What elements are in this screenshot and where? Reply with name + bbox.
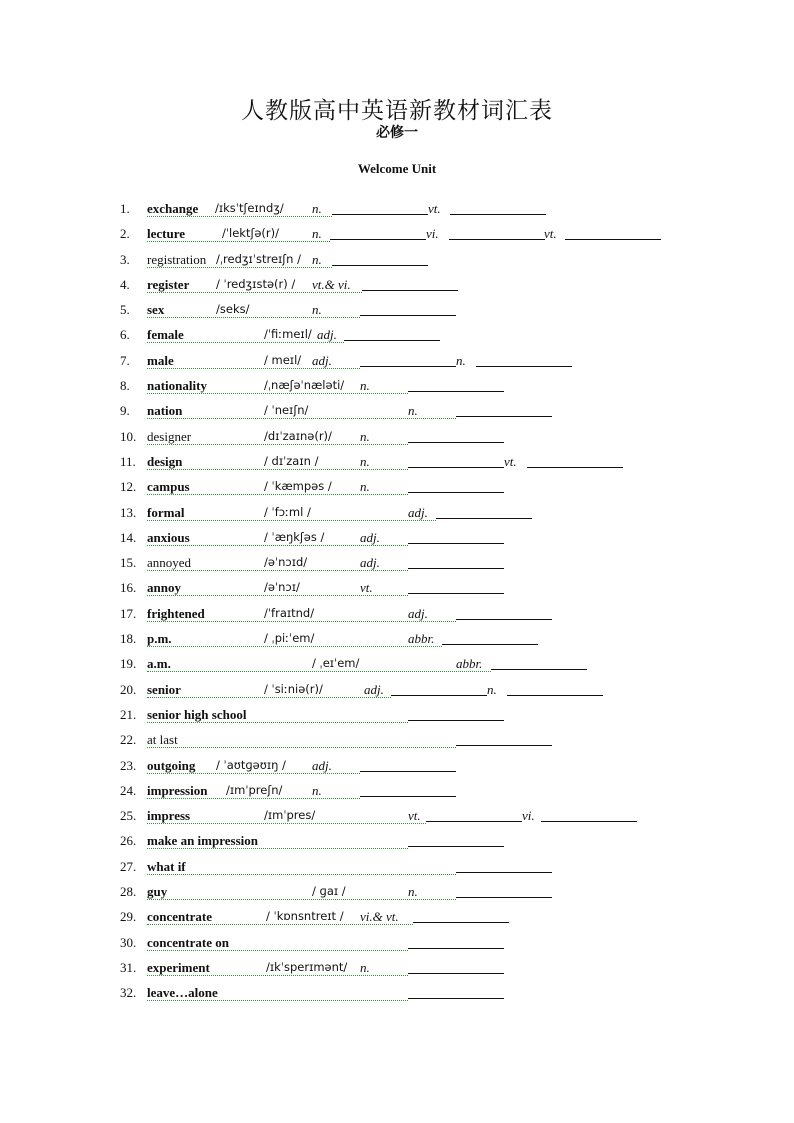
- part-of-speech: n.: [360, 453, 370, 469]
- vocab-word: female: [147, 327, 184, 343]
- answer-blank[interactable]: [408, 568, 504, 569]
- row-number: 9.: [120, 403, 130, 419]
- vocab-word: leave…alone: [147, 985, 218, 1001]
- part-of-speech: abbr.: [456, 656, 483, 672]
- answer-blank[interactable]: [491, 669, 587, 670]
- vocab-row: [0, 806, 794, 831]
- vocab-row: [0, 882, 794, 907]
- row-number: 11.: [120, 453, 136, 469]
- part-of-speech: adj.: [312, 352, 332, 368]
- vocab-row: [0, 654, 794, 679]
- answer-blank[interactable]: [344, 340, 440, 341]
- vocab-word: registration: [147, 251, 207, 267]
- part-of-speech: n.: [360, 428, 370, 444]
- part-of-speech: abbr.: [408, 631, 435, 647]
- row-number: 13.: [120, 504, 137, 520]
- phonetic-transcription: / ˈredʒɪstə(r) /: [216, 276, 296, 291]
- answer-blank[interactable]: [541, 821, 637, 822]
- vocab-row: [0, 250, 794, 275]
- answer-blank[interactable]: [360, 771, 456, 772]
- phonetic-transcription: /ˌredʒɪˈstreɪʃn /: [216, 251, 301, 266]
- answer-blank[interactable]: [565, 239, 661, 240]
- vocab-row: [0, 528, 794, 553]
- vocab-word: make an impression: [147, 833, 258, 849]
- row-number: 10.: [120, 428, 137, 444]
- phonetic-transcription: / ˈkɒnsntreɪt /: [266, 909, 344, 924]
- answer-blank[interactable]: [408, 593, 504, 594]
- row-number: 16.: [120, 580, 137, 596]
- row-number: 5.: [120, 302, 130, 318]
- vocab-row: [0, 756, 794, 781]
- vocab-row: [0, 477, 794, 502]
- vocab-word: sex: [147, 302, 165, 318]
- answer-blank[interactable]: [408, 973, 504, 974]
- row-number: 2.: [120, 226, 130, 242]
- dotted-guide-line: [147, 671, 491, 672]
- part-of-speech: adj.: [360, 555, 380, 571]
- phonetic-transcription: / ˈsiːniə(r)/: [264, 681, 323, 696]
- vocab-row: [0, 907, 794, 932]
- answer-blank[interactable]: [332, 265, 428, 266]
- answer-blank[interactable]: [507, 695, 603, 696]
- answer-blank[interactable]: [408, 467, 504, 468]
- part-of-speech: n.: [312, 251, 322, 267]
- row-number: 3.: [120, 251, 130, 267]
- vocab-word: anxious: [147, 529, 190, 545]
- vocab-word: nation: [147, 403, 183, 419]
- vocab-word: impression: [147, 782, 208, 798]
- answer-blank[interactable]: [426, 821, 522, 822]
- row-number: 28.: [120, 884, 137, 900]
- answer-blank[interactable]: [408, 391, 504, 392]
- row-number: 25.: [120, 808, 137, 824]
- page-subtitle: 必修一: [376, 125, 418, 141]
- vocab-word: male: [147, 352, 174, 368]
- phonetic-transcription: /ˈfiːmeɪl/: [264, 327, 312, 342]
- vocab-word: experiment: [147, 959, 210, 975]
- vocab-word: annoyed: [147, 555, 192, 571]
- vocab-row: [0, 857, 794, 882]
- row-number: 12.: [120, 479, 137, 495]
- answer-blank[interactable]: [456, 872, 552, 873]
- phonetic-transcription: /dɪˈzaɪnə(r)/: [264, 428, 332, 443]
- row-number: 31.: [120, 959, 137, 975]
- vocab-word: lecture: [147, 226, 186, 242]
- part-of-speech: vt.: [544, 226, 557, 242]
- part-of-speech: vt.: [408, 808, 421, 824]
- part-of-speech: vt.& vi.: [312, 276, 351, 292]
- vocab-word: design: [147, 453, 183, 469]
- part-of-speech: n.: [408, 884, 418, 900]
- vocab-row: [0, 629, 794, 654]
- part-of-speech: n.: [360, 378, 370, 394]
- phonetic-transcription: / meɪl/: [264, 352, 302, 367]
- row-number: 6.: [120, 327, 130, 343]
- answer-blank[interactable]: [456, 619, 552, 620]
- phonetic-transcription: / dɪˈzaɪn /: [264, 453, 319, 468]
- vocab-row: [0, 351, 794, 376]
- answer-blank[interactable]: [436, 518, 532, 519]
- answer-blank[interactable]: [527, 467, 623, 468]
- phonetic-transcription: /ɪmˈpres/: [264, 808, 316, 823]
- vocab-word: impress: [147, 808, 191, 824]
- vocab-row: [0, 958, 794, 983]
- dotted-guide-line: [147, 317, 360, 318]
- phonetic-transcription: /seks/: [216, 302, 250, 317]
- row-number: 22.: [120, 732, 137, 748]
- answer-blank[interactable]: [456, 897, 552, 898]
- vocab-word: what if: [147, 858, 186, 874]
- part-of-speech: n.: [360, 479, 370, 495]
- row-number: 7.: [120, 352, 130, 368]
- row-number: 1.: [120, 201, 130, 216]
- vocab-row: [0, 604, 794, 629]
- phonetic-transcription: /ˈlektʃə(r)/: [222, 226, 279, 241]
- row-number: 20.: [120, 681, 137, 697]
- vocab-word: annoy: [147, 580, 181, 596]
- vocab-row: [0, 578, 794, 603]
- vocab-row: [0, 224, 794, 249]
- answer-blank[interactable]: [330, 239, 426, 240]
- vocabulary-list: [0, 199, 794, 1009]
- vocab-row: [0, 730, 794, 755]
- vocab-word: guy: [147, 884, 168, 900]
- part-of-speech: n.: [360, 959, 370, 975]
- row-number: 4.: [120, 276, 130, 292]
- phonetic-transcription: / ˈfɔːml /: [264, 504, 311, 519]
- answer-blank[interactable]: [408, 720, 504, 721]
- answer-blank[interactable]: [476, 366, 572, 367]
- phonetic-transcription: /ɪkˈsperɪmənt/: [266, 959, 348, 974]
- phonetic-transcription: /ɪksˈtʃeɪndʒ/: [215, 201, 284, 215]
- part-of-speech: vt.: [504, 453, 517, 469]
- phonetic-transcription: / ˈaʊtɡəʊɪŋ /: [216, 757, 286, 772]
- vocab-word: at last: [147, 732, 178, 748]
- vocab-row: [0, 275, 794, 300]
- unit-heading: Welcome Unit: [357, 161, 437, 176]
- answer-blank[interactable]: [408, 998, 504, 999]
- vocab-row: [0, 831, 794, 856]
- phonetic-transcription: /ˌnæʃəˈnæləti/: [264, 378, 345, 393]
- vocab-word: exchange: [147, 201, 199, 216]
- answer-blank[interactable]: [360, 366, 456, 367]
- vocab-row: [0, 376, 794, 401]
- dotted-guide-line: [147, 874, 456, 875]
- answer-blank[interactable]: [332, 214, 428, 215]
- dotted-guide-line: [147, 747, 456, 748]
- row-number: 21.: [120, 706, 137, 722]
- phonetic-transcription: /ɪmˈpreʃn/: [226, 782, 283, 797]
- vocab-row: [0, 705, 794, 730]
- dotted-guide-line: [147, 697, 391, 698]
- phonetic-transcription: / ˌpiːˈem/: [264, 631, 315, 646]
- vocab-row: [0, 781, 794, 806]
- vocab-word: p.m.: [147, 631, 172, 647]
- part-of-speech: n.: [456, 352, 466, 368]
- part-of-speech: n.: [312, 782, 322, 798]
- dotted-guide-line: [147, 646, 442, 647]
- part-of-speech: vi.: [426, 226, 439, 242]
- vocab-word: senior: [147, 681, 181, 697]
- dotted-guide-line: [147, 520, 436, 521]
- phonetic-transcription: / ɡaɪ /: [312, 884, 346, 899]
- phonetic-transcription: / ˈkæmpəs /: [264, 479, 332, 494]
- answer-blank[interactable]: [456, 745, 552, 746]
- vocab-word: nationality: [147, 378, 207, 394]
- phonetic-transcription: /əˈnɔɪd/: [264, 555, 308, 570]
- part-of-speech: n.: [312, 201, 322, 216]
- answer-blank[interactable]: [408, 543, 504, 544]
- phonetic-transcription: / ˌeɪˈem/: [312, 656, 360, 671]
- vocab-word: frightened: [147, 605, 205, 621]
- vocab-row: [0, 933, 794, 958]
- vocab-row: [0, 983, 794, 1008]
- vocab-word: designer: [147, 428, 192, 444]
- row-number: 19.: [120, 656, 137, 672]
- answer-blank[interactable]: [408, 948, 504, 949]
- answer-blank[interactable]: [408, 442, 504, 443]
- vocab-row: [0, 427, 794, 452]
- row-number: 14.: [120, 529, 137, 545]
- row-number: 18.: [120, 631, 137, 647]
- phonetic-transcription: / ˈneɪʃn/: [264, 403, 309, 418]
- answer-blank[interactable]: [456, 416, 552, 417]
- part-of-speech: adj.: [364, 681, 384, 697]
- phonetic-transcription: / ˈæŋkʃəs /: [264, 529, 325, 544]
- vocab-word: senior high school: [147, 706, 247, 722]
- row-number: 24.: [120, 782, 137, 798]
- vocab-row: [0, 503, 794, 528]
- part-of-speech: adj.: [317, 327, 337, 343]
- part-of-speech: adj.: [360, 529, 380, 545]
- vocab-word: a.m.: [147, 656, 171, 672]
- part-of-speech: vi.& vt.: [360, 909, 399, 925]
- answer-blank[interactable]: [360, 315, 456, 316]
- vocab-word: campus: [147, 479, 190, 495]
- part-of-speech: n.: [487, 681, 497, 697]
- answer-blank[interactable]: [362, 290, 458, 291]
- vocab-word: concentrate: [147, 909, 212, 925]
- row-number: 17.: [120, 605, 137, 621]
- part-of-speech: adj.: [408, 504, 428, 520]
- row-number: 32.: [120, 985, 137, 1001]
- vocab-word: formal: [147, 504, 185, 520]
- phonetic-transcription: /ˈfraɪtnd/: [264, 605, 315, 620]
- row-number: 15.: [120, 555, 137, 571]
- vocab-row: [0, 680, 794, 705]
- vocab-row: [0, 325, 794, 350]
- answer-blank[interactable]: [442, 644, 538, 645]
- vocab-row: [0, 300, 794, 325]
- vocab-row: [0, 452, 794, 477]
- vocab-word: concentrate on: [147, 934, 229, 950]
- part-of-speech: n.: [312, 226, 322, 242]
- phonetic-transcription: /əˈnɔɪ/: [264, 580, 300, 595]
- part-of-speech: n.: [312, 302, 322, 318]
- answer-blank[interactable]: [413, 922, 509, 923]
- row-number: 30.: [120, 934, 137, 950]
- vocab-row: [0, 199, 794, 224]
- row-number: 8.: [120, 378, 130, 394]
- answer-blank[interactable]: [360, 796, 456, 797]
- part-of-speech: vt.: [428, 201, 441, 216]
- answer-blank[interactable]: [450, 214, 546, 215]
- row-number: 23.: [120, 757, 137, 773]
- row-number: 27.: [120, 858, 137, 874]
- part-of-speech: vt.: [360, 580, 373, 596]
- answer-blank[interactable]: [391, 695, 487, 696]
- vocab-word: outgoing: [147, 757, 196, 773]
- answer-blank[interactable]: [408, 492, 504, 493]
- answer-blank[interactable]: [408, 846, 504, 847]
- vocab-row: [0, 553, 794, 578]
- row-number: 26.: [120, 833, 137, 849]
- part-of-speech: adj.: [408, 605, 428, 621]
- part-of-speech: adj.: [312, 757, 332, 773]
- row-number: 29.: [120, 909, 137, 925]
- answer-blank[interactable]: [449, 239, 545, 240]
- part-of-speech: n.: [408, 403, 418, 419]
- part-of-speech: vi.: [522, 808, 535, 824]
- vocab-row: [0, 401, 794, 426]
- vocab-word: register: [147, 276, 190, 292]
- page-title: 人教版高中英语新教材词汇表: [241, 98, 553, 124]
